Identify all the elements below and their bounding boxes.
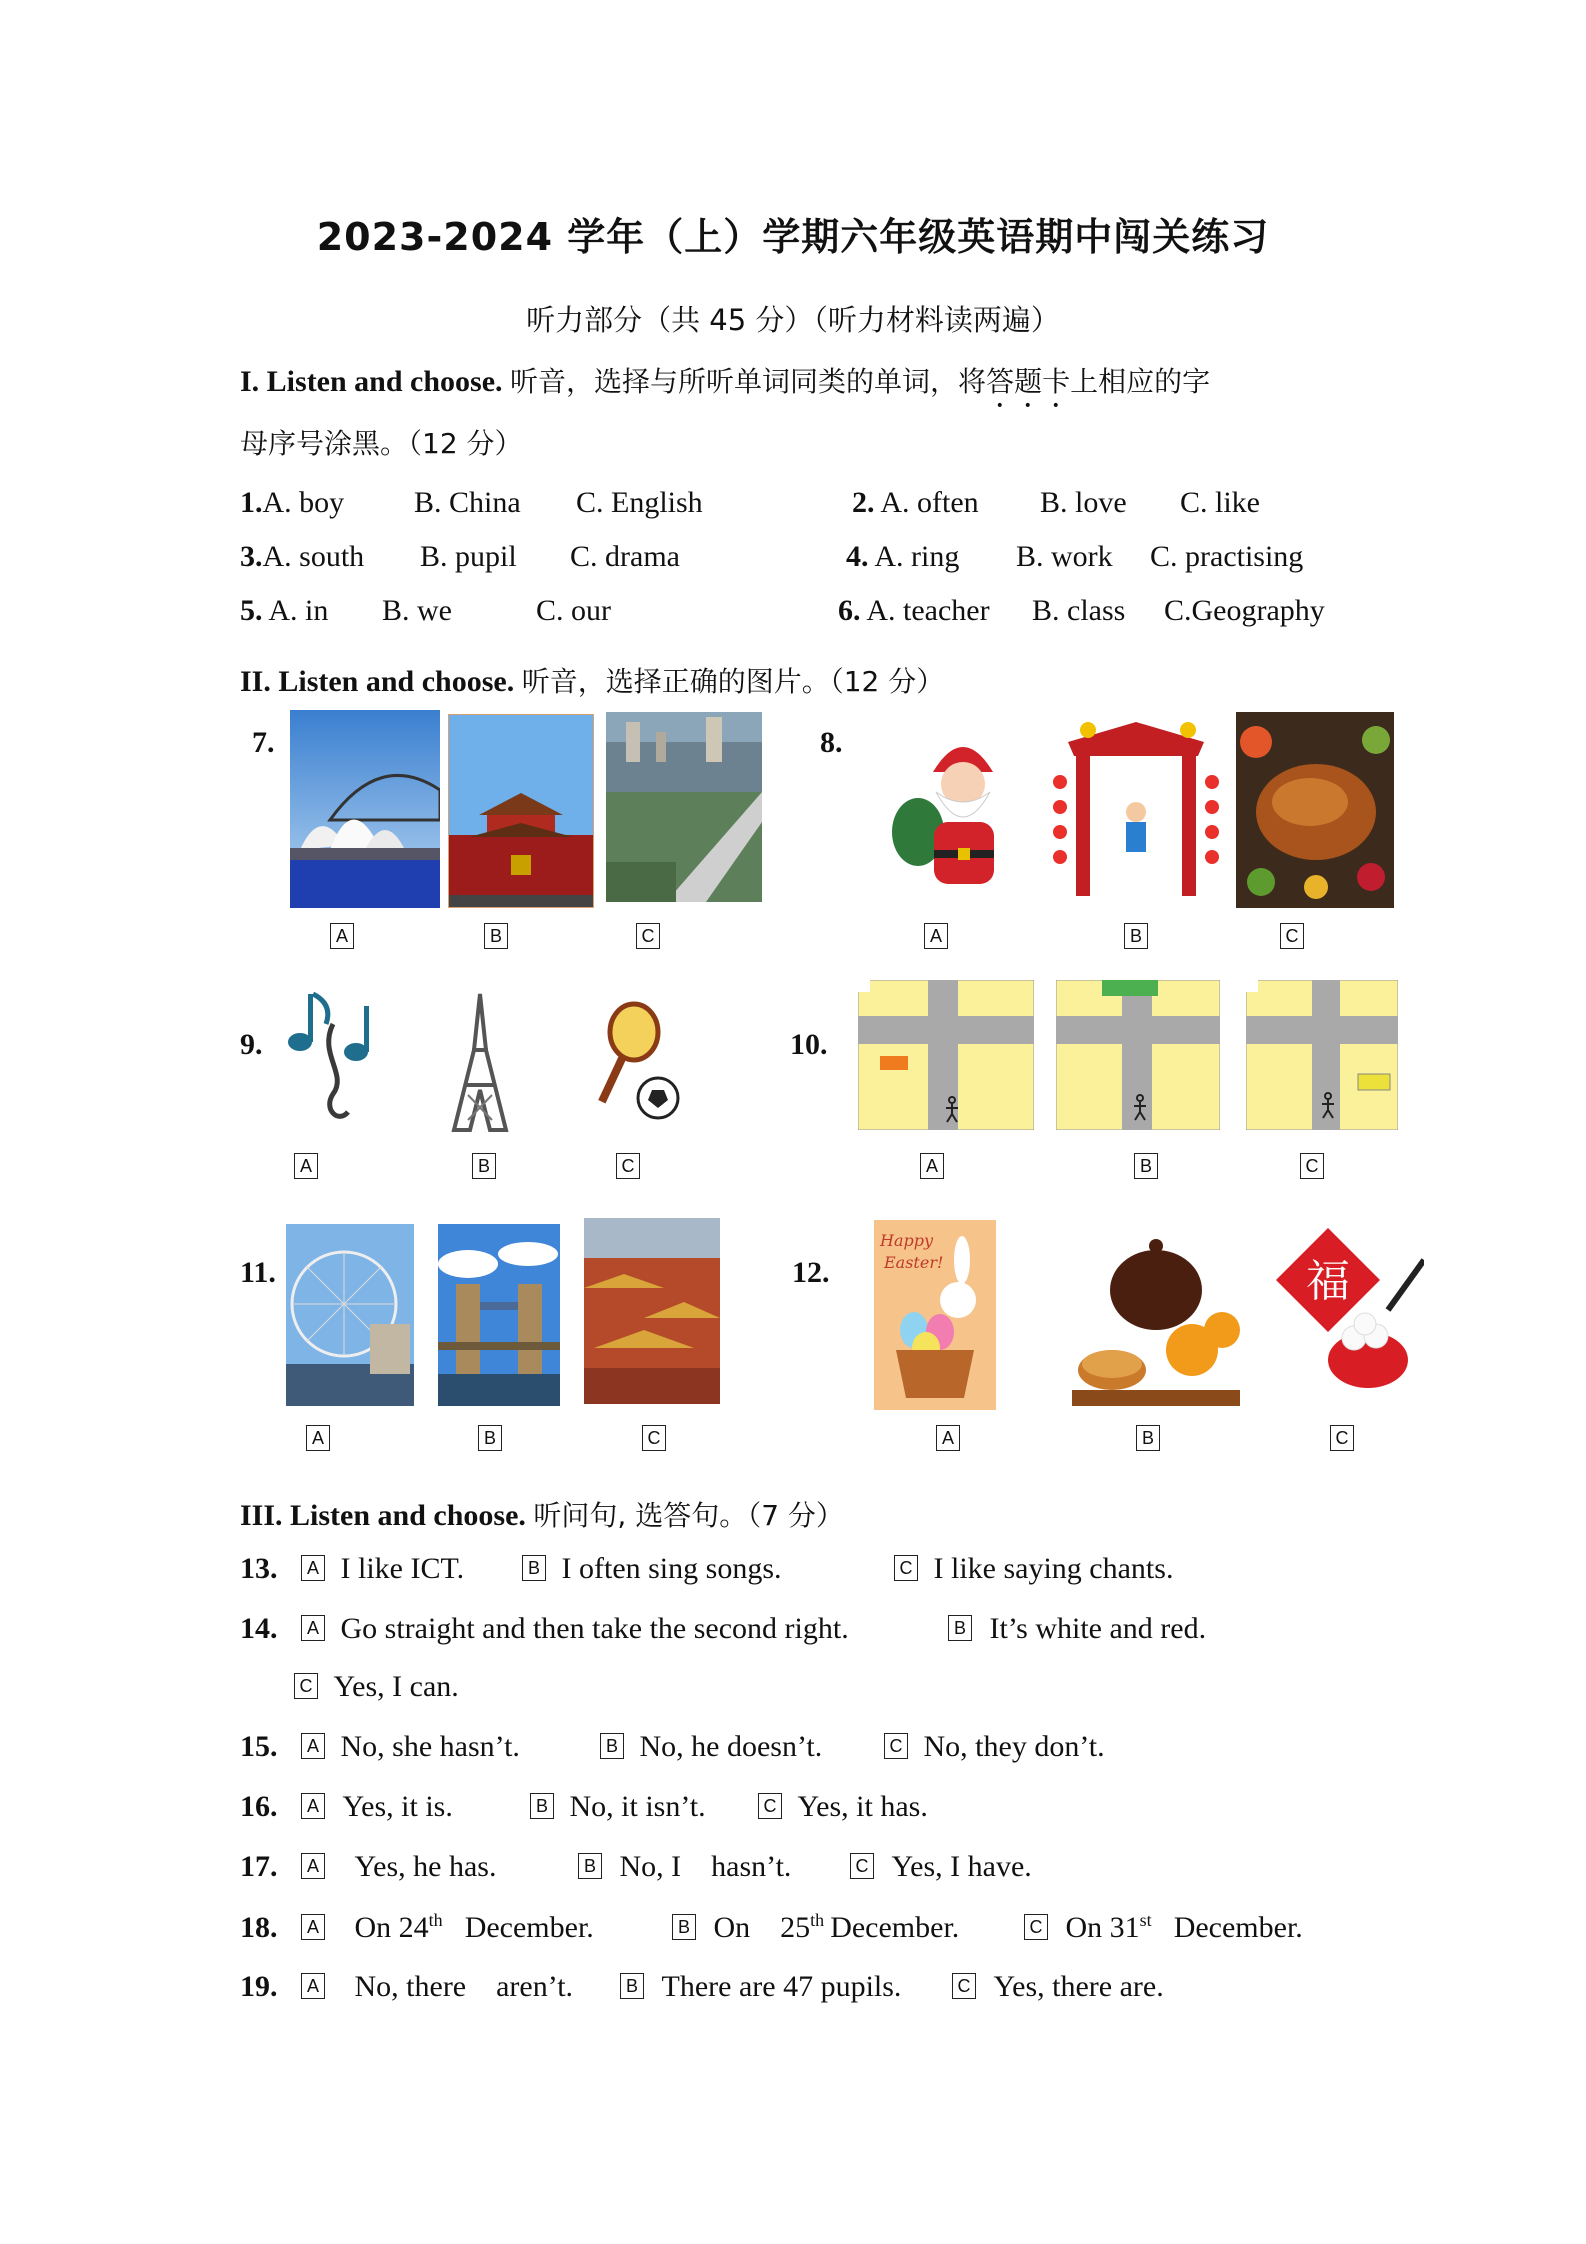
q9-option-c[interactable] [616,1156,640,1182]
option-a: A. south [262,540,365,573]
page-title: 2023-2024 学年（上）学期六年级英语期中闯关练习 [316,215,1270,259]
q10-option-a[interactable] [920,1156,944,1182]
question-13 [240,1552,464,1586]
section1-instruction-line2: 母序号涂黑。（12 分） [240,427,523,460]
option-box-c[interactable]: C [642,1425,666,1451]
option-a: A. boy [262,486,345,519]
option-b: B. pupil [420,540,517,573]
question-6 [838,594,990,628]
section3-heading: III. Listen and choose. [240,1499,526,1532]
option-b-post: December. [830,1911,960,1944]
option-b: B. China [414,486,521,519]
easter-card-picture [874,1220,996,1410]
option-box-c[interactable]: C [1024,1914,1048,1940]
section1-instruction-b: 上相应的字 [1070,365,1211,398]
question-8-number: 8. [820,726,843,759]
q15-option-c [884,1730,1105,1764]
option-a-text: No, there aren’t. [354,1970,574,2003]
question-11-number: 11. [240,1256,276,1289]
roast-turkey-picture [1236,712,1394,908]
question-4 [846,540,959,574]
option-a-text [355,1911,594,1944]
fu-character: 福 [1306,1256,1350,1307]
option-c: C. like [1180,486,1260,519]
option-box-a[interactable]: A [301,1973,325,1999]
q19-option-b [620,1970,901,2004]
question-number: 1. [240,486,263,519]
question-number: 13. [240,1552,278,1585]
question-15 [240,1730,520,1764]
option-box-c[interactable]: C [758,1793,782,1819]
question-number: 2. [852,486,875,519]
option-c: C.Geography [1164,594,1325,627]
q14-option-b [948,1612,1206,1646]
page-subtitle: 听力部分（共 45 分）（听力材料读两遍） [526,303,1060,337]
option-box-a[interactable]: A [301,1853,325,1879]
map-b-picture [1056,980,1220,1130]
question-number: 14. [240,1612,278,1645]
option-box-a[interactable]: A [301,1733,325,1759]
option-box-b[interactable]: B [578,1853,602,1879]
question-number: 5. [240,594,263,627]
q12-option-b[interactable] [1136,1428,1160,1454]
section1-heading: I. Listen and choose. [240,365,503,398]
option-box-a[interactable]: A [294,1153,318,1179]
q11-option-c[interactable] [642,1428,666,1454]
q9-option-a[interactable] [294,1156,318,1182]
option-c-text: I like saying chants. [933,1552,1174,1585]
section2-heading: II. Listen and choose. [240,665,515,698]
option-box-b[interactable]: B [672,1914,696,1940]
option-b: B. love [1040,486,1127,519]
option-c-text: Yes, I can. [333,1670,459,1703]
q11-option-a[interactable] [306,1428,330,1454]
option-box-c[interactable]: C [636,923,660,949]
option-b-pre: On 25 [713,1911,811,1944]
question-19 [240,1970,573,2004]
option-a-text: Yes, he has. [354,1850,497,1883]
option-b: B. class [1032,594,1126,627]
option-box-a[interactable]: A [920,1153,944,1179]
london-eye-picture [286,1224,414,1406]
question-7-number: 7. [252,726,275,759]
option-b-text: No, he doesn’t. [639,1730,823,1763]
option-box-c[interactable]: C [850,1853,874,1879]
section2-instruction: 听音，选择正确的图片。（12 分） [521,665,945,698]
question-5 [240,594,328,628]
section2-heading-line [240,660,944,700]
option-box-b[interactable]: B [948,1615,972,1641]
option-box-a[interactable]: A [301,1555,325,1581]
q11-option-b[interactable] [478,1428,502,1454]
option-c-post: December. [1173,1911,1303,1944]
question-number: 3. [240,540,263,573]
option-box-b[interactable]: B [484,923,508,949]
option-a-sup: th [428,1910,443,1930]
option-c: C. practising [1150,540,1304,573]
option-box-c[interactable]: C [894,1555,918,1581]
question-number: 4. [846,540,869,573]
option-box-b[interactable]: B [1136,1425,1160,1451]
option-a: A. teacher [866,594,990,627]
eiffel-tower-icon [434,990,526,1136]
question-3 [240,540,364,574]
option-a-text: No, she hasn’t. [340,1730,520,1763]
q7-option-b[interactable] [484,926,508,952]
q8-option-a[interactable] [924,926,948,952]
option-b-text: No, I hasn’t. [619,1850,792,1883]
option-box-b[interactable]: B [530,1793,554,1819]
q18-option-c [1024,1910,1303,1945]
q10-option-b[interactable] [1134,1156,1158,1182]
option-a-post: December. [464,1911,594,1944]
tower-bridge-picture [438,1224,560,1406]
easter-card-text: Happy [880,1231,934,1250]
option-box-c[interactable]: C [1280,923,1304,949]
question-number: 6. [838,594,861,627]
option-box-a[interactable]: A [301,1914,325,1940]
option-box-c[interactable]: C [1330,1425,1354,1451]
q8-option-b[interactable] [1124,926,1148,952]
music-notes-icon [278,984,388,1134]
section1-heading-line [240,360,1210,414]
question-1 [240,486,344,520]
q7-option-a[interactable] [330,926,354,952]
map-c-picture [1246,980,1398,1130]
forbidden-city-picture [584,1218,720,1404]
option-box-a[interactable]: A [924,923,948,949]
option-box-c[interactable]: C [884,1733,908,1759]
q18-option-b [672,1910,959,1945]
option-a-pre: On 24 [354,1911,429,1944]
fu-character-picture [1268,1220,1424,1398]
option-a-text: Yes, it is. [342,1790,453,1823]
option-box-a[interactable]: A [301,1793,325,1819]
sydney-opera-house-picture [290,710,440,908]
question-number: 15. [240,1730,278,1763]
option-c: C. English [576,486,703,519]
question-number: 19. [240,1970,278,2003]
q12-option-c[interactable] [1330,1428,1354,1454]
question-18 [240,1910,594,1945]
question-2 [852,486,979,520]
q12-option-a[interactable] [936,1428,960,1454]
question-number: 16. [240,1790,278,1823]
option-box-c[interactable]: C [616,1153,640,1179]
bridge-city-picture [606,712,762,902]
option-box-c[interactable]: C [952,1973,976,1999]
question-14 [240,1612,849,1646]
q10-option-c[interactable] [1300,1156,1324,1182]
option-box-a[interactable]: A [330,923,354,949]
question-10-number: 10. [790,1028,828,1061]
section1-instruction-a: 听音，选择与所听单词同类的单词，将 [510,365,987,398]
option-box-b[interactable]: B [472,1153,496,1179]
option-c-text: Yes, I have. [891,1850,1032,1883]
q15-option-b [600,1730,822,1764]
question-9-number: 9. [240,1028,263,1061]
option-c-pre: On 31 [1065,1911,1140,1944]
question-number: 18. [240,1911,278,1944]
option-c-text: Yes, there are. [993,1970,1164,2003]
q7-option-c[interactable] [636,926,660,952]
section1-instruction-dotted: 答题卡 [986,365,1071,398]
easter-card-text-2: Easter! [884,1253,944,1272]
option-b-text: There are 47 pupils. [661,1970,902,2003]
tiananmen-picture [448,714,594,908]
option-box-a[interactable]: A [936,1425,960,1451]
q17-option-b [578,1850,791,1884]
q9-option-b[interactable] [472,1156,496,1182]
option-box-b[interactable]: B [522,1555,546,1581]
option-c: C. drama [570,540,680,573]
option-b-text: I often sing songs. [561,1552,782,1585]
option-box-c[interactable]: C [1300,1153,1324,1179]
mooncake-tea-picture [1072,1220,1240,1406]
option-a: A. often [880,486,979,519]
q8-option-c[interactable] [1280,926,1304,952]
tennis-racket-ball-icon [586,998,688,1124]
q16-option-c [758,1790,928,1824]
q13-option-c [894,1552,1173,1586]
option-a-text: I like ICT. [340,1552,465,1585]
section3-heading-line [240,1494,844,1534]
option-box-b[interactable]: B [620,1973,644,1999]
q14-option-c [294,1670,459,1704]
option-box-b[interactable]: B [478,1425,502,1451]
section3-instruction: 听问句, 选答句。（7 分） [533,1499,844,1532]
option-c-text: Yes, it has. [797,1790,928,1823]
question-12-number: 12. [792,1256,830,1289]
option-b-text: It’s white and red. [989,1612,1207,1645]
q17-option-c [850,1850,1032,1884]
option-box-b[interactable]: B [1124,923,1148,949]
question-16 [240,1790,453,1824]
option-a-text: Go straight and then take the second right. [340,1612,849,1645]
option-a: A. ring [874,540,960,573]
question-17 [240,1850,496,1884]
option-c-sup: st [1139,1910,1152,1930]
chinese-new-year-gate-picture [1048,712,1224,908]
option-b-sup: th [810,1910,825,1930]
option-box-b[interactable]: B [1134,1153,1158,1179]
q19-option-c [952,1970,1164,2004]
option-box-b[interactable]: B [600,1733,624,1759]
option-a: A. in [268,594,329,627]
map-a-picture [858,980,1034,1130]
option-b-text: No, it isn’t. [569,1790,706,1823]
option-c-text: No, they don’t. [923,1730,1105,1763]
option-box-c[interactable]: C [294,1673,318,1699]
q16-option-b [530,1790,706,1824]
q13-option-b [522,1552,782,1586]
question-number: 17. [240,1850,278,1883]
option-c: C. our [536,594,611,627]
option-box-a[interactable]: A [301,1615,325,1641]
option-b: B. work [1016,540,1113,573]
option-b: B. we [382,594,452,627]
santa-claus-picture [888,712,1022,902]
option-box-a[interactable]: A [306,1425,330,1451]
